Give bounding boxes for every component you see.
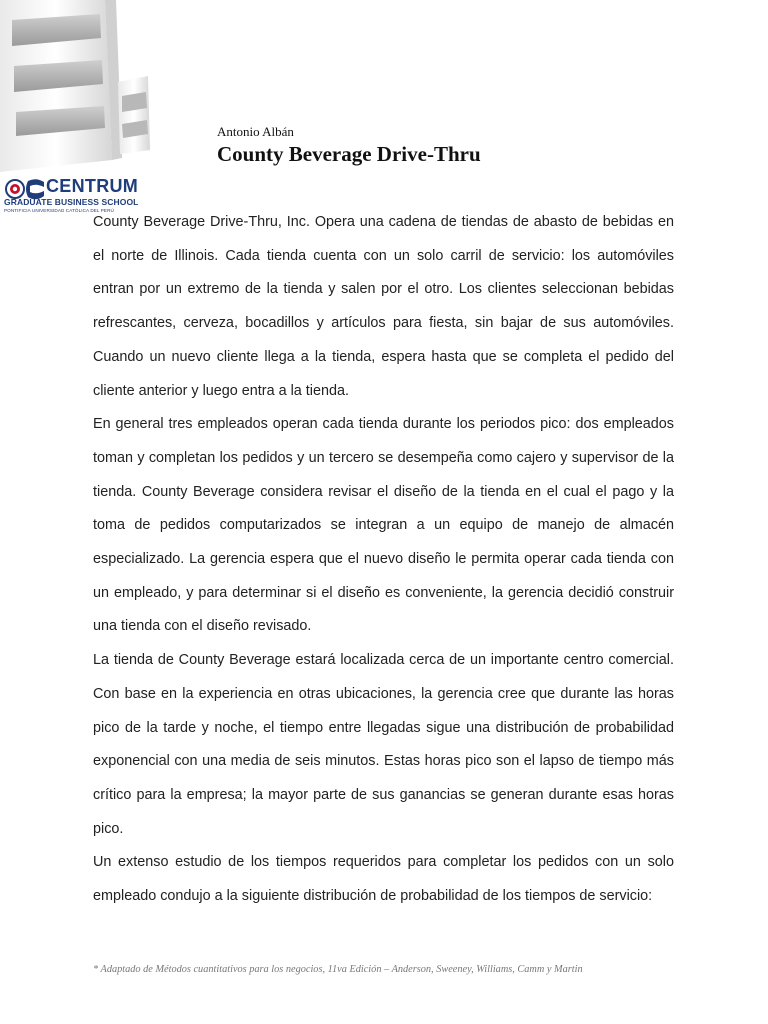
document-title: County Beverage Drive-Thru <box>217 142 481 166</box>
paragraph: Un extenso estudio de los tiempos requeridos para completar los pedidos con un solo empleado condujo a la siguiente distribución de probabilidad de los tiempos de servicio: <box>93 854 674 905</box>
logo-tagline: PONTIFICIA UNIVERSIDAD CATÓLICA DEL PERÚ <box>4 208 114 213</box>
document-body <box>93 206 674 914</box>
logo-wordmark: CENTRUM <box>46 176 139 196</box>
footnote: * Adaptado de Métodos cuantitativos para los negocios, 11va Edición – Anderson, Sweeney, Williams, Camm y Martin <box>93 964 583 975</box>
paragraph: En general tres empleados operan cada tienda durante los periodos pico: dos empleados toman y completan los pedidos y un tercero se desempeña como cajero y supervisor de la tienda. County Beverage considera revisar el diseño de la tienda en el cual el pago y la toma de pedidos computarizados se integran a un equipo de manejo de almacén especializado. La gerencia espera que el nuevo diseño le permita operar cada tienda con un empleado, y para determinar si el diseño es conveniente, la gerencia decidió construir una tienda con el diseño revisado. <box>93 416 674 635</box>
logo-subtitle: GRADUATE BUSINESS SCHOOL <box>4 197 139 207</box>
paragraph: La tienda de County Beverage estará localizada cerca de un importante centro comercial. Con base en la experiencia en otras ubicaciones, la gerencia cree que durante las horas pico de la tarde y noche, el tiempo entre llegadas sigue una distribución de probabilidad exponencial con una media de seis minutos. Estas horas pico son el lapso de tiempo más crítico para la empresa; la mayor parte de sus ganancias se generan durante esas horas pico. <box>93 652 674 837</box>
building-graphic <box>0 0 160 175</box>
author-name: Antonio Albán <box>217 124 294 139</box>
paragraph: County Beverage Drive-Thru, Inc. Opera una cadena de tiendas de abasto de bebidas en el norte de Illinois. Cada tienda cuenta con un solo carril de servicio: los automóviles entran por un extremo de la tienda y salen por el otro. Los clientes seleccionan bebidas refrescantes, cerveza, bocadillos y artículos para fiesta, sin bajar de sus automóviles. Cuando un nuevo cliente llega a la tienda, espera hasta que se completa el pedido del cliente anterior y luego entra a la tienda. <box>93 214 674 399</box>
